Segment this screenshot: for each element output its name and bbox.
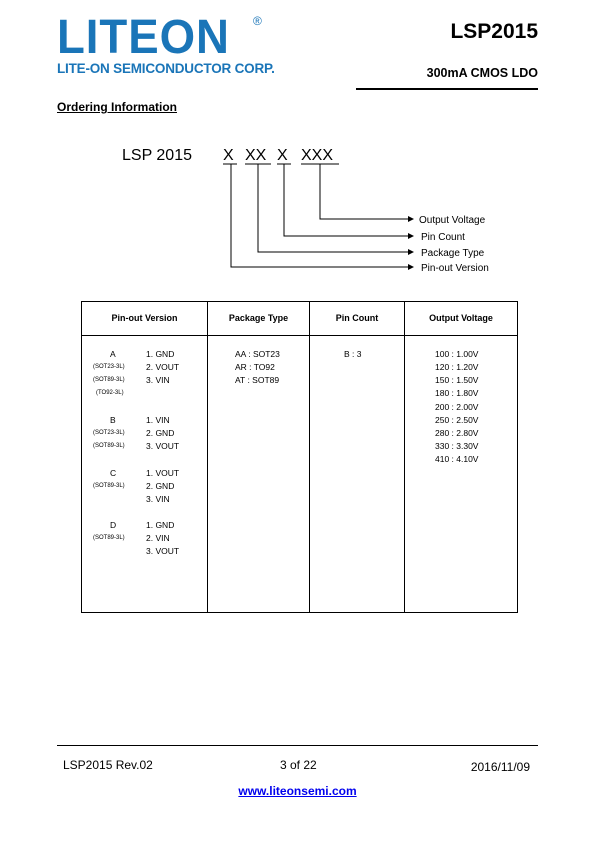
voltage-code: 180 : 1.80V: [435, 388, 479, 398]
voltage-code: 100 : 1.00V: [435, 349, 479, 359]
pin-assignment: 1. GND: [146, 349, 175, 359]
package-code: AA : SOT23: [235, 349, 280, 359]
company-logo: [57, 11, 275, 78]
header-output-voltage: Output Voltage: [405, 302, 517, 336]
pin-assignment: 3. VOUT: [146, 441, 180, 451]
footer-divider: [57, 745, 538, 746]
voltage-code: 200 : 2.00V: [435, 402, 479, 412]
header-divider: [356, 88, 538, 90]
arrowheads: [408, 216, 414, 270]
header-package-type: Package Type: [208, 302, 309, 336]
pinout-version: D: [110, 520, 117, 530]
pin-count-code: B : 3: [344, 349, 362, 359]
label-pin-count: Pin Count: [421, 232, 465, 243]
leader-lines: [231, 164, 408, 267]
footer-revision: LSP2015 Rev.02: [63, 758, 153, 772]
pinout-version: B: [110, 415, 116, 425]
column-pinout: [82, 302, 208, 612]
code-segment-pincount: X: [277, 147, 288, 164]
pinout-package: (SOT89-3L): [93, 377, 125, 383]
voltage-code: 250 : 2.50V: [435, 415, 479, 425]
logo-wordmark: LITEON: [57, 11, 230, 64]
pinout-version: A: [110, 349, 116, 359]
voltage-code: 330 : 3.30V: [435, 441, 479, 451]
pin-assignment: 1. GND: [146, 520, 175, 530]
package-code: AT : SOT89: [235, 375, 280, 385]
code-segment-pinout: X: [223, 147, 234, 164]
pinout-package: (SOT23-3L): [93, 430, 125, 436]
pin-assignment: 1. VOUT: [146, 468, 180, 478]
part-number: LSP2015: [450, 20, 538, 43]
column-package: [208, 302, 310, 612]
voltage-code: 410 : 4.10V: [435, 454, 479, 464]
pin-assignment: 3. VIN: [146, 494, 170, 504]
pin-assignment: 2. GND: [146, 428, 175, 438]
column-pin-count: [310, 302, 405, 612]
column-output-voltage: [405, 302, 517, 612]
pinout-package: (SOT89-3L): [93, 483, 125, 489]
footer-date: 2016/11/09: [470, 760, 530, 774]
pinout-package: (SOT89-3L): [93, 535, 125, 541]
footer-website-link[interactable]: www.liteonsemi.com: [238, 784, 357, 798]
ordering-table: [81, 301, 518, 613]
pinout-package: (SOT23-3L): [93, 364, 125, 370]
pinout-package: (TO92-3L): [96, 390, 124, 396]
label-output-voltage: Output Voltage: [419, 215, 486, 226]
pinout-package: (SOT89-3L): [93, 443, 125, 449]
section-title: Ordering Information: [57, 100, 177, 114]
pin-assignment: 3. VOUT: [146, 546, 180, 556]
document-subtitle: 300mA CMOS LDO: [426, 66, 538, 80]
pin-assignment: 1. VIN: [146, 415, 170, 425]
pinout-version: C: [110, 468, 117, 478]
package-code: AR : TO92: [235, 362, 275, 372]
pin-assignment: 2. VIN: [146, 533, 170, 543]
logo-subtitle: LITE-ON SEMICONDUCTOR CORP.: [57, 61, 275, 76]
voltage-code: 120 : 1.20V: [435, 362, 479, 372]
header-pinout-version: Pin-out Version: [82, 302, 207, 336]
code-segment-voltage: XXX: [301, 147, 334, 164]
pin-assignment: 2. GND: [146, 481, 175, 491]
code-prefix: LSP 2015: [122, 147, 192, 164]
label-pinout-version: Pin-out Version: [421, 263, 489, 274]
label-package-type: Package Type: [421, 248, 485, 259]
footer-page-number: 3 of 22: [280, 758, 317, 772]
header-pin-count: Pin Count: [310, 302, 404, 336]
code-segment-package: XX: [245, 147, 267, 164]
voltage-code: 150 : 1.50V: [435, 375, 479, 385]
registered-mark: ®: [253, 14, 262, 28]
voltage-code: 280 : 2.80V: [435, 428, 479, 438]
pin-assignment: 2. VOUT: [146, 362, 180, 372]
pin-assignment: 3. VIN: [146, 375, 170, 385]
